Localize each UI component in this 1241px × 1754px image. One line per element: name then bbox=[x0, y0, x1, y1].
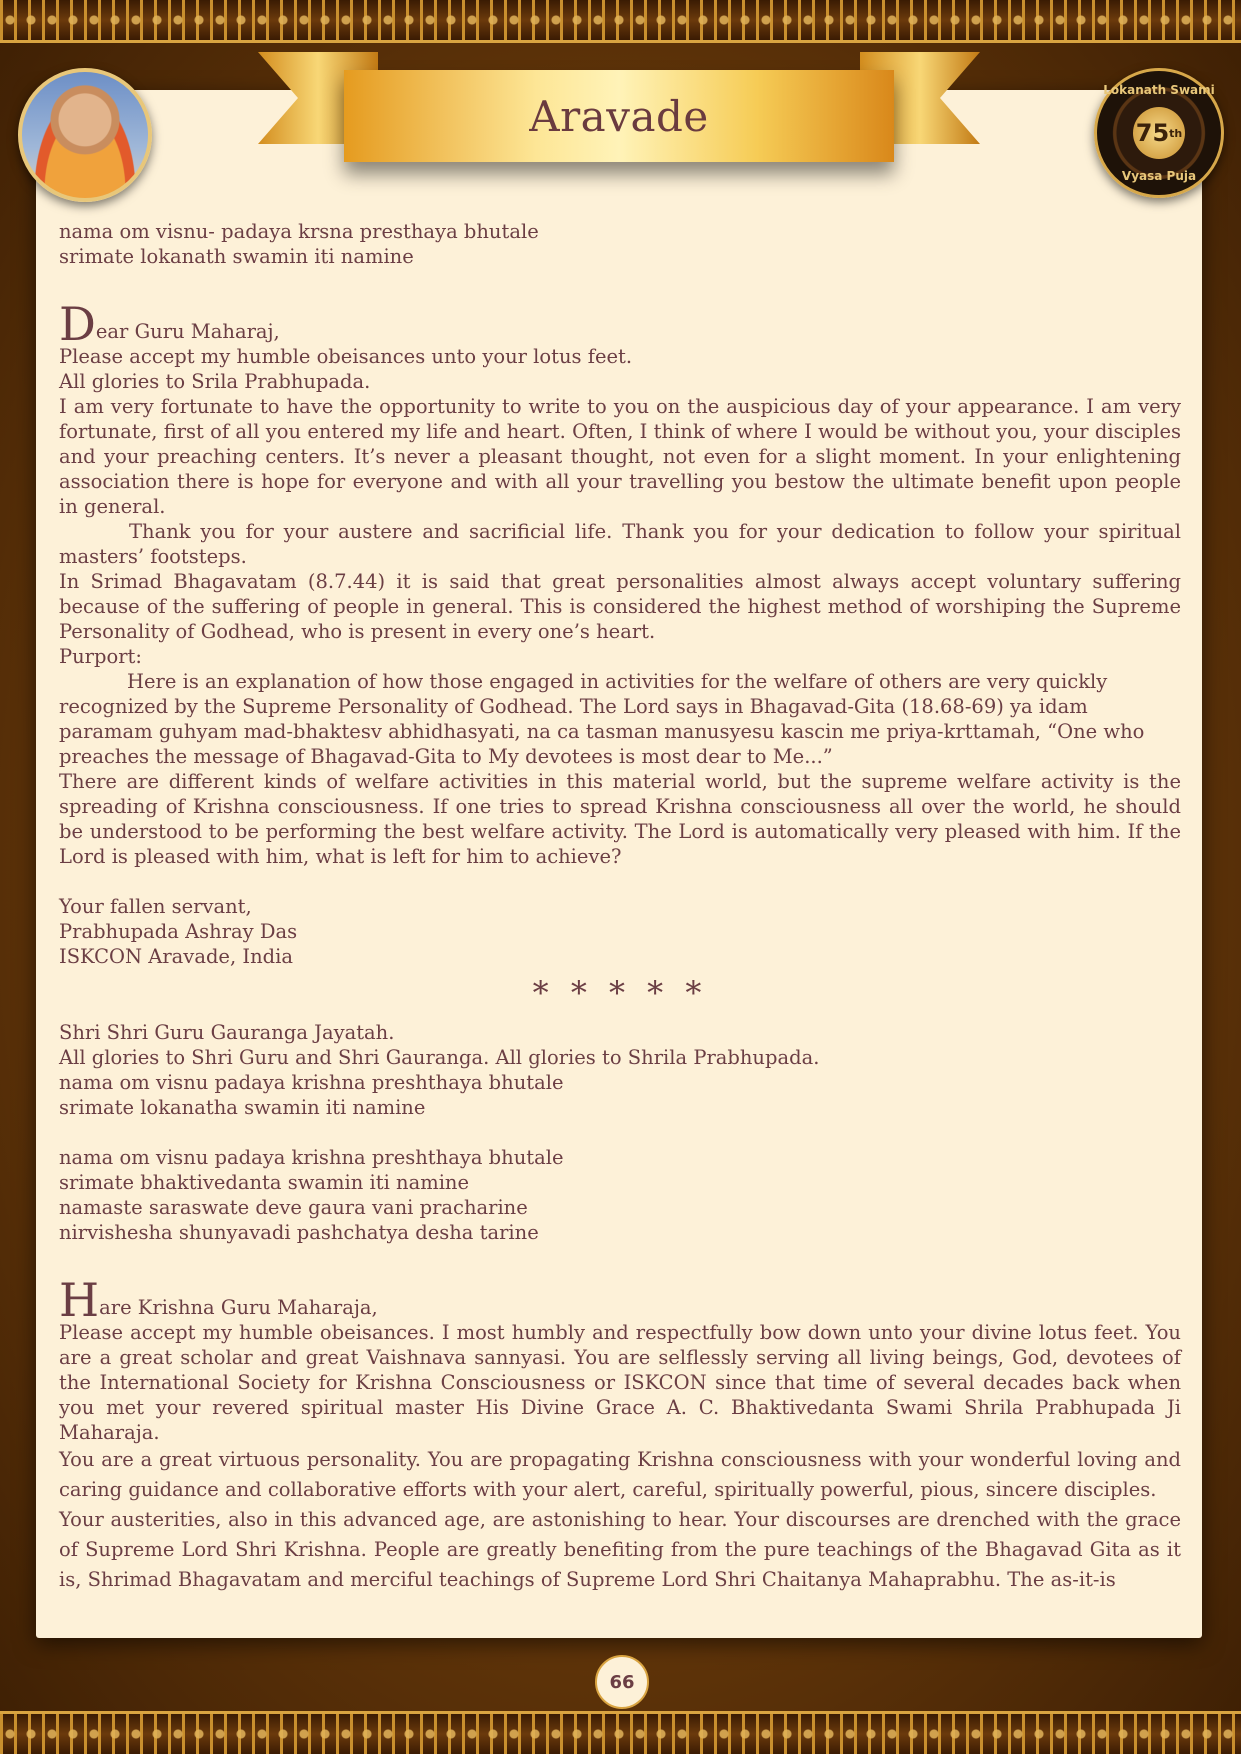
paragraph: Please accept my humble obeisances. I most humbly and respectfully bow down unto your divine lotus feet. You are a great scholar and great Vaishnava sannyasi. You are selflessly serving all living beings, God, devotees of the International Society for Krishna Consciousness or ISKCON since that time of several decades back when you met your revered spiritual master His Divine Grace A. C. Bhaktivedanta Swami Shrila Prabhupada Ji Maharaja. bbox=[59, 1321, 1181, 1444]
mantra-line: srimate lokanath swamin iti namine bbox=[59, 245, 414, 268]
page-title: Aravade bbox=[529, 91, 709, 141]
mantra-line: namaste saraswate deve gaura vani pracharine bbox=[59, 1196, 528, 1219]
paragraph: I am very fortunate to have the opportunity to write to you on the auspicious day of your appearance. I am very fortunate, first of all you entered my life and heart. Often, I think of where I would be without you, your disciples and your preaching centers. It’s never a pleasant thought, not even for a slight moment. In your enlightening association there is hope for everyone and with all your travelling you bestow the ultimate benefit upon people in general. bbox=[59, 395, 1181, 518]
anniversary-seal bbox=[1094, 68, 1224, 198]
salutation-text: are Krishna Guru Maharaja, bbox=[99, 1296, 378, 1319]
closing-line: Your fallen servant, bbox=[59, 895, 252, 918]
opening-line: Shri Shri Guru Gauranga Jayatah. bbox=[59, 1021, 395, 1044]
purport-line: Here is an explanation of how those engaged in activities for the welfare of others are very quickly bbox=[127, 670, 1108, 693]
paragraph: Thank you for your austere and sacrificial life. Thank you for your dedication to follow your spiritual masters’ footsteps. bbox=[59, 520, 1181, 568]
opening-line: nama om visnu padaya krishna preshthaya bhutale bbox=[59, 1071, 564, 1094]
letters-content bbox=[59, 219, 1181, 1595]
seal-number bbox=[1133, 107, 1185, 159]
signature-location: ISKCON Aravade, India bbox=[59, 945, 293, 968]
guru-portrait bbox=[18, 68, 152, 202]
paragraph: Your austerities, also in this advanced age, are astonishing to hear. Your discourses are drenched with the grace of Supreme Lord Shri Krishna. People are greatly benefiting from the pure teachings of the Bhagavad Gita as it is, Shrimad Bhagavatam and merciful teachings of Supreme Lord Shri Chaitanya Mahaprabhu. The as-it-is bbox=[59, 1508, 1181, 1591]
paragraph: You are a great virtuous personality. You are propagating Krishna consciousness with your wonderful loving and caring guidance and collaborative efforts with your alert, careful, spiritually powerful, pious, sincere disciples. bbox=[59, 1448, 1181, 1501]
top-border-line bbox=[0, 40, 1241, 43]
seal-top-text: Lokanath Swami bbox=[1103, 83, 1215, 97]
title-ribbon bbox=[258, 50, 980, 170]
bottom-border bbox=[0, 1714, 1241, 1754]
salutation bbox=[59, 297, 1181, 351]
greeting-line: All glories to Srila Prabhupada. bbox=[59, 370, 371, 393]
salutation bbox=[59, 1273, 1181, 1327]
mantra-line: nama om visnu padaya krishna preshthaya bhutale bbox=[59, 1146, 564, 1169]
seal-number-value: 75 bbox=[1135, 119, 1170, 147]
signature-name: Prabhupada Ashray Das bbox=[59, 920, 298, 943]
salutation-text: ear Guru Maharaj, bbox=[95, 320, 280, 343]
mantra-line: nirvishesha shunyavadi pashchatya desha tarine bbox=[59, 1221, 539, 1244]
paragraph: There are different kinds of welfare activities in this material world, but the supreme welfare activity is the spreading of Krishna consciousness. If one tries to spread Krishna consciousness all over the world, he should be understood to be performing the best welfare activity. The Lord is automatically very pleased with him. If the Lord is pleased with him, what is left for him to achieve? bbox=[59, 770, 1181, 868]
page-number: 66 bbox=[595, 1655, 649, 1709]
ribbon-banner bbox=[344, 70, 894, 162]
paragraph: In Srimad Bhagavatam (8.7.44) it is said that great personalities almost always accept voluntary suffering because of the suffering of people in general. This is considered the highest method of worshiping the Supreme Personality of Godhead, who is present in every one’s heart. bbox=[59, 570, 1181, 643]
opening-line: srimate lokanatha swamin iti namine bbox=[59, 1096, 426, 1119]
greeting-line: Please accept my humble obeisances unto your lotus feet. bbox=[59, 345, 633, 368]
opening-line: All glories to Shri Guru and Shri Gauranga. All glories to Shrila Prabhupada. bbox=[59, 1046, 820, 1069]
seal-number-suffix: th bbox=[1169, 126, 1183, 140]
bottom-border-line bbox=[0, 1711, 1241, 1714]
drop-cap: H bbox=[59, 1273, 100, 1327]
purport-line: recognized by the Supreme Personality of Godhead. The Lord says in Bhagavad-Gita (18.68-69) ya idam bbox=[59, 695, 1088, 718]
drop-cap: D bbox=[59, 297, 96, 351]
top-border bbox=[0, 0, 1241, 40]
purport-label: Purport: bbox=[59, 645, 142, 668]
section-divider: * * * * * bbox=[532, 974, 708, 1012]
seal-bottom-text: Vyasa Puja bbox=[1121, 169, 1197, 183]
mantra-line: srimate bhaktivedanta swamin iti namine bbox=[59, 1171, 470, 1194]
mantra-line: nama om visnu- padaya krsna presthaya bhutale bbox=[59, 220, 539, 243]
purport-line: paramam guhyam mad-bhaktesv abhidhasyati, na ca tasman manusyesu kascin me priya-krttamah, “One who bbox=[59, 720, 1145, 743]
purport-line: preaches the message of Bhagavad-Gita to My devotees is most dear to Me...” bbox=[59, 745, 833, 768]
